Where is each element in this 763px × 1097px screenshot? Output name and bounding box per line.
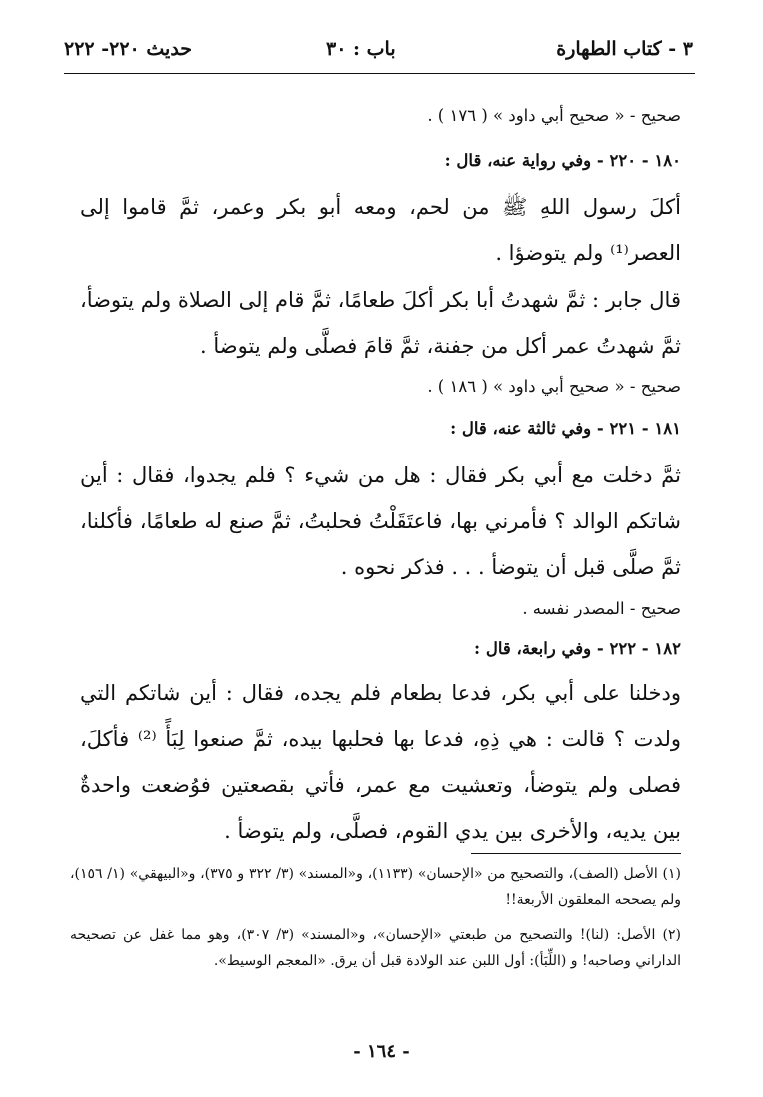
header-rule [64, 73, 695, 74]
book-title: ٣ - كتاب الطهارة [556, 38, 693, 60]
grade-line-3: صحيح - المصدر نفسه . [522, 599, 681, 618]
hadith-181-text: ثمَّ دخلت مع أبي بكر فقال : هل من شيء ؟ فلم يجدوا، فقال : أين شاتكم الوالد ؟ فأمرني بها، فاعتَقَلْتُ فحلبتُ، ثمَّ صنع له طعامًا، فأكلنا، ثمَّ صلَّى قبل أن يتوضأ . . . فذكر نحوه . [80, 463, 681, 579]
grade-line-2: صحيح - « صحيح أبي داود » ( ١٨٦ ) . [427, 377, 681, 396]
footnote-2: (٢) الأصل: (لنا)! والتصحيح من طبعتي «الإحسان»، و«المسند» (٣/ ٣٠٧)، وهو مما غفل عن تصحيحه الداراني وصاحبه! و (اللِّبَأ): أول اللبن عند الولادة قبل أن يرق. «المعجم الوسيط». [70, 927, 681, 969]
footnote-1: (١) الأصل (الصف)، والتصحيح من «الإحسان» (١١٣٣)، و«المسند» (٣/ ٣٢٢ و ٣٧٥)، و«البيهقي» (١/ ١٥٦)، ولم يصححه المعلقون الأربعة!! [70, 866, 682, 908]
page-number: - ١٦٤ - [353, 1041, 410, 1062]
hadith-181-intro: ١٨١ - ٢٢١ - وفي ثالثة عنه، قال : [450, 419, 681, 438]
hadith-180-text: أكلَ رسول اللهِ ﷺ من لحم، ومعه أبو بكر وعمر، ثمَّ قاموا إلى العصر⁽¹⁾ ولم يتوضؤا . [80, 195, 681, 265]
running-header [64, 38, 693, 68]
hadith-range: حديث ٢٢٠- ٢٢٢ [64, 38, 193, 60]
footnote-rule [471, 853, 681, 854]
hadith-180-intro: ١٨٠ - ٢٢٠ - وفي رواية عنه، قال : [444, 151, 681, 170]
hadith-182-text: ودخلنا على أبي بكر، فدعا بطعام فلم يجده، فقال : أين شاتكم التي ولدت ؟ قالت : هي ذِهِ، فدعا بها فحلبها بيده، ثمَّ صنعوا لِبَأً ⁽²⁾ فأكلَ، فصلى ولم يتوضأ، وتعشيت مع عمر، فأتي بقصعتين فوُضعت واحدةٌ بين يديه، والأخرى بين يدي القوم، فصلَّى، ولم يتوضأ . [80, 681, 682, 843]
hadith-182-intro: ١٨٢ - ٢٢٢ - وفي رابعة، قال : [474, 639, 681, 658]
chapter-label: باب : ٣٠ [326, 38, 396, 60]
grade-line-1: صحيح - « صحيح أبي داود » ( ١٧٦ ) . [427, 106, 681, 125]
jabir-text: قال جابر : ثمَّ شهدتُ أبا بكر أكلَ طعامًا، ثمَّ قام إلى الصلاة ولم يتوضأ، ثمَّ شهدتُ عمر أكل من جفنة، ثمَّ قامَ فصلَّى ولم يتوضأ . [80, 288, 681, 358]
